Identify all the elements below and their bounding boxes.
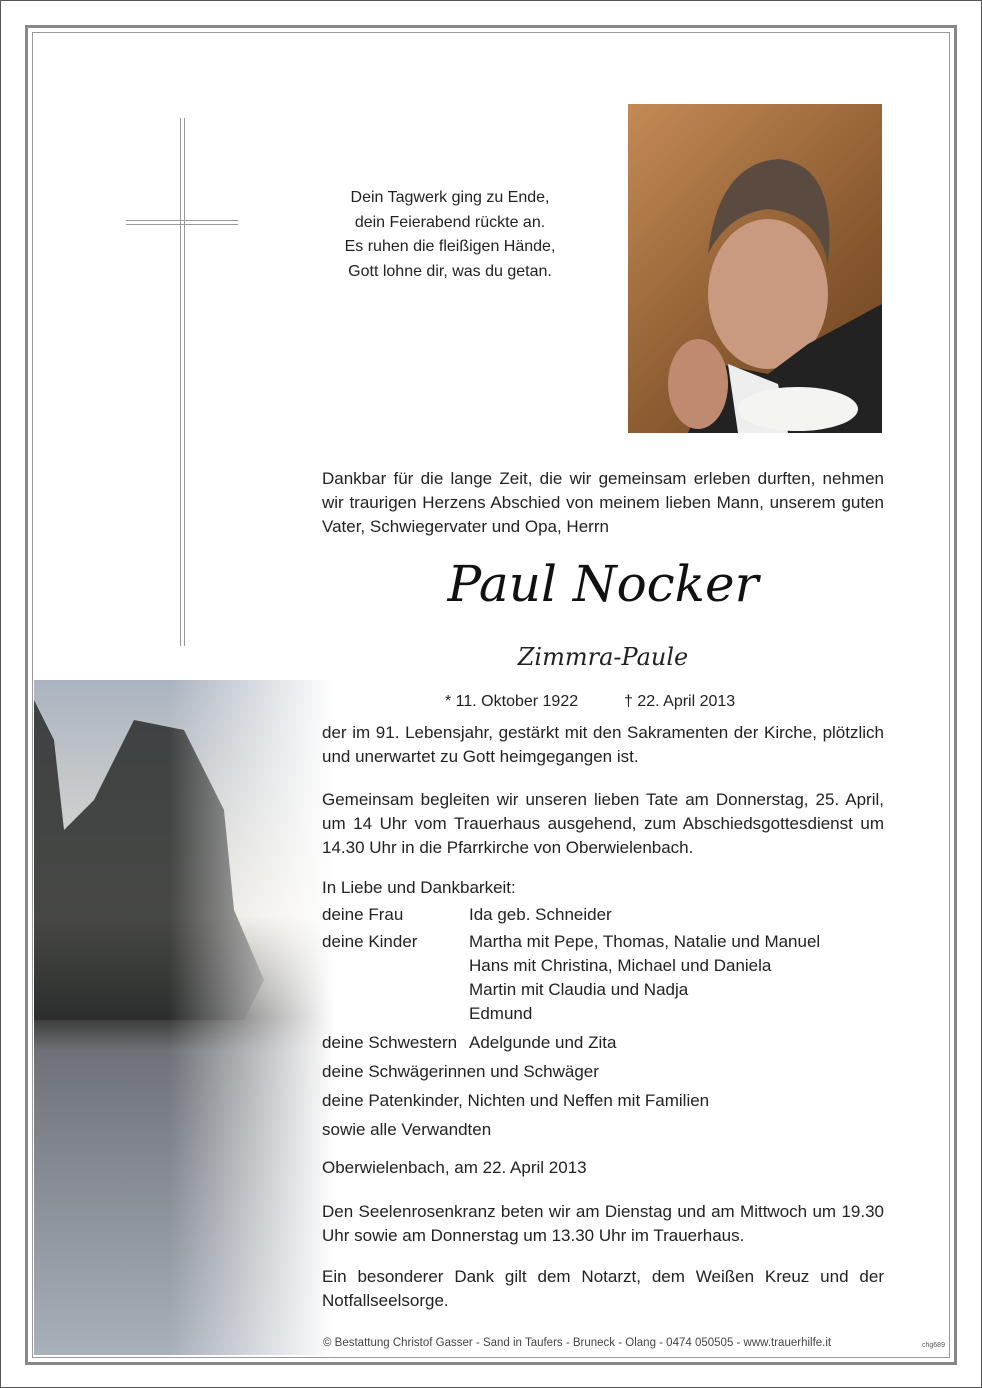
- paragraph-rosary: Den Seelenrosenkranz beten wir am Dienstag und am Mittwoch um 19.30 Uhr sowie am Donnerstag um 13.30 Uhr im Trauerhaus.: [322, 1202, 884, 1245]
- mourner-row: [322, 903, 884, 927]
- mourner-label: deine Kinder: [322, 932, 418, 951]
- mourner-label: deine Schwestern: [322, 1033, 458, 1052]
- mourner-row: [322, 1031, 884, 1055]
- mourner-other: deine Schwägerinnen und Schwäger: [322, 1062, 599, 1081]
- mourner-names: Adelgunde und Zita: [469, 1033, 617, 1052]
- mourner-names: Ida geb. Schneider: [469, 905, 612, 924]
- intro-text: Dankbar für die lange Zeit, die wir gemeinsam erleben durften, nehmen wir traurigen Herzens Abschied von meinem lieben Mann, unserem guten Vater, Schwiegervater und Opa, Herrn: [322, 469, 884, 536]
- mourner-names: Martha mit Pepe, Thomas, Natalie und Manuel: [469, 932, 821, 951]
- mourners-list: [322, 876, 884, 1142]
- poem-line: dein Feierabend rückte an.: [354, 213, 546, 231]
- poem-line: Es ruhen die fleißigen Hände,: [344, 238, 556, 255]
- footer-credit: © Bestattung Christof Gasser - Sand in Taufers - Bruneck - Olang - 0474 050505 - www.trauerhilfe.it: [323, 1337, 832, 1349]
- reference-code: chg689: [922, 1342, 945, 1349]
- mourner-row: [322, 930, 884, 1026]
- death-date: † 22. April 2013: [624, 693, 736, 710]
- birth-date: * 11. Oktober 1922: [445, 693, 579, 710]
- poem-line: Dein Tagwerk ging zu Ende,: [350, 189, 550, 206]
- mourner-other: deine Patenkinder, Nichten und Neffen mit Familien: [322, 1091, 710, 1110]
- place-date: Oberwielenbach, am 22. April 2013: [322, 1158, 587, 1177]
- paragraph-death: der im 91. Lebensjahr, gestärkt mit den Sakramenten der Kirche, plötzlich und unerwartet zu Gott heimgegangen ist.: [322, 723, 884, 766]
- mourner-names: Hans mit Christina, Michael und Daniela: [469, 956, 772, 975]
- poem-line: Gott lohne dir, was du getan.: [348, 262, 552, 280]
- paragraph-funeral: Gemeinsam begleiten wir unseren lieben Tate am Donnerstag, 25. April, um 14 Uhr vom Trauerhaus ausgehend, zum Abschiedsgottesdienst um 14.30 Uhr in die Pfarrkirche von Oberwielenbach.: [322, 790, 884, 857]
- mourners-intro: In Liebe und Dankbarkeit:: [322, 878, 516, 897]
- portrait-photo: [628, 104, 882, 433]
- paragraph-thanks: Ein besonderer Dank gilt dem Notarzt, dem Weißen Kreuz und der Notfallseelsorge.: [322, 1267, 884, 1310]
- mourner-label: deine Frau: [322, 905, 404, 924]
- mourner-names: Martin mit Claudia und Nadja: [469, 980, 689, 999]
- mourner-other: sowie alle Verwandten: [322, 1120, 492, 1139]
- poem: [300, 186, 600, 284]
- lake-landscape-image: [34, 680, 334, 1355]
- nickname: Zimmra-Paule: [517, 643, 689, 671]
- deceased-name: Paul Nocker: [447, 555, 759, 613]
- mourner-names: Edmund: [469, 1004, 533, 1023]
